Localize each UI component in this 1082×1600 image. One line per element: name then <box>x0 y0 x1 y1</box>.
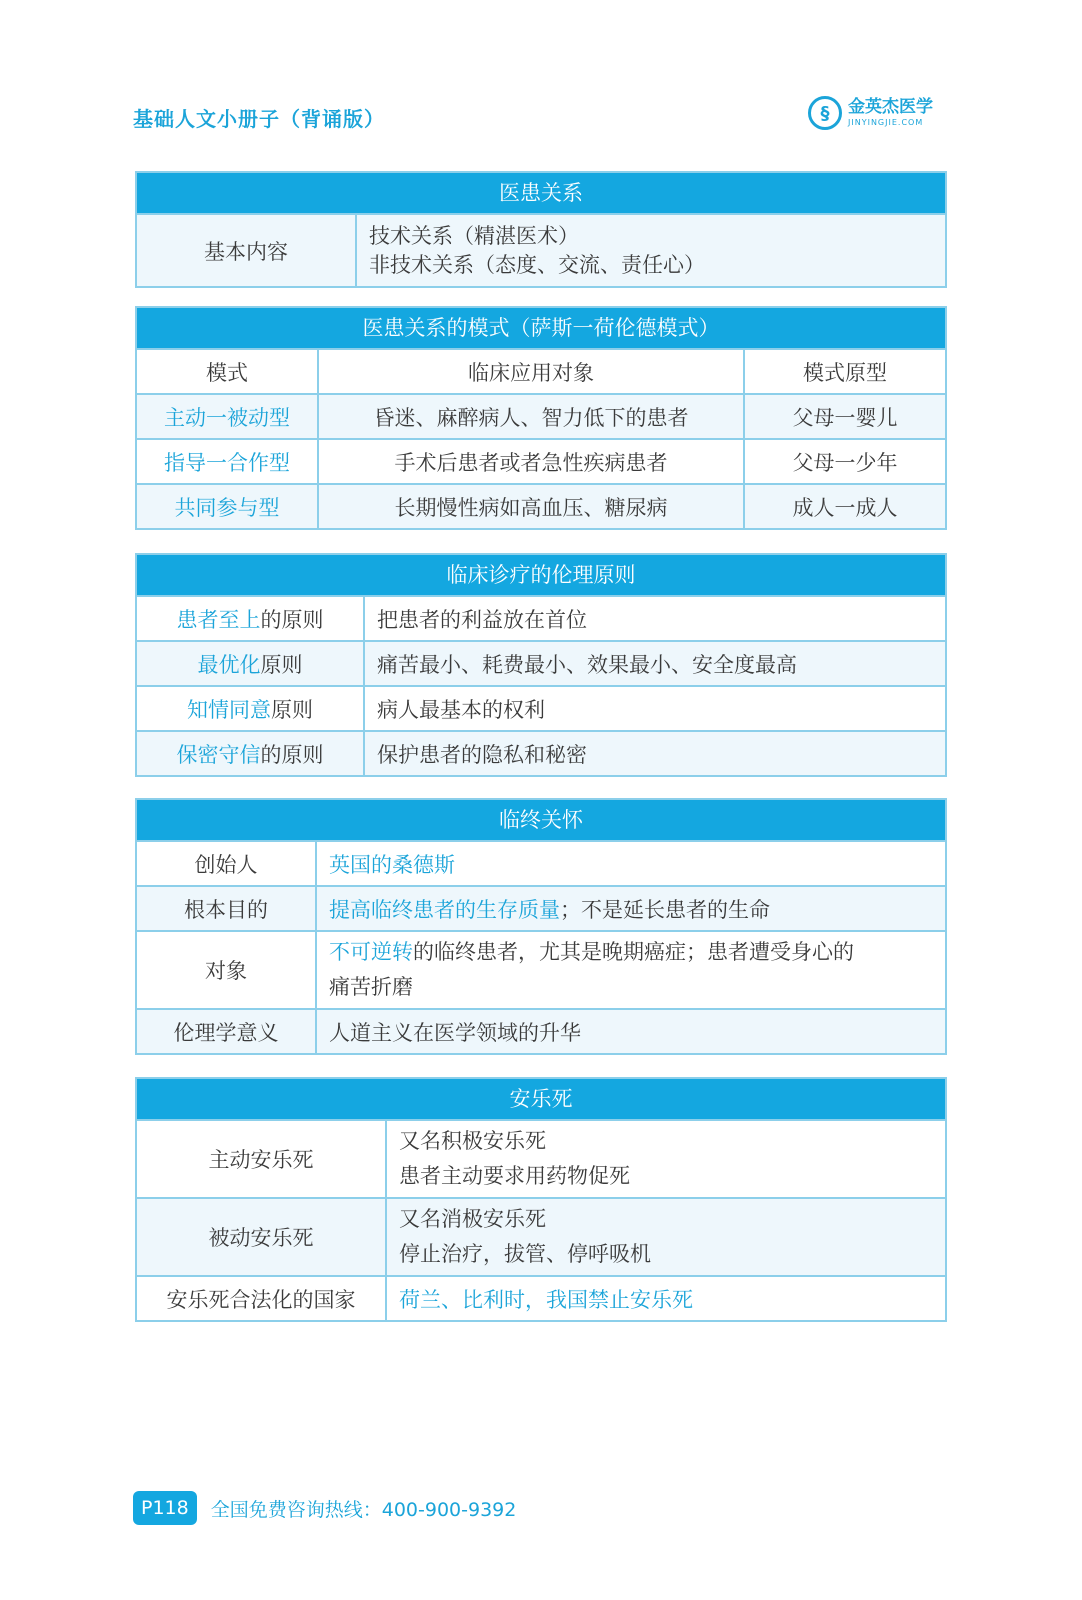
row-content <box>385 1199 945 1275</box>
content-line: 患者主动要求用药物促死 <box>399 1164 630 1188</box>
logo-name: 金英杰医学 <box>848 97 933 117</box>
content-line: 停止治疗，拔管、停呼吸机 <box>399 1242 651 1266</box>
principle-name <box>137 642 363 685</box>
row-label: 根本目的 <box>184 897 268 922</box>
clinical-target: 手术后患者或者急性疾病患者 <box>317 440 743 483</box>
row-label: 对象 <box>205 959 247 983</box>
table-row <box>137 483 945 528</box>
relation-model-table <box>135 306 947 530</box>
table-row <box>137 438 945 483</box>
table-row <box>137 1275 945 1320</box>
target-keyword: 不可逆转 <box>329 940 413 964</box>
model-name: 共同参与型 <box>174 495 280 520</box>
target-value <box>315 932 945 1008</box>
row-label: 安乐死合法化的国家 <box>166 1287 356 1312</box>
column-header: 模式原型 <box>743 350 945 393</box>
row-label: 创始人 <box>194 852 258 877</box>
purpose-rest: ；不是延长患者的生命 <box>560 897 770 922</box>
principle-suffix: 原则 <box>271 697 313 722</box>
table-title: 医患关系的模式（萨斯一荷伦德模式） <box>137 308 945 348</box>
table-row <box>137 885 945 930</box>
purpose-keyword: 提高临终患者的生存质量 <box>329 897 560 922</box>
model-prototype: 父母一少年 <box>743 440 945 483</box>
page-footer <box>133 1491 516 1525</box>
logo-icon: § <box>808 96 842 130</box>
principle-desc: 病人最基本的权利 <box>363 687 945 730</box>
content-line: 非技术关系（态度、交流、责任心） <box>369 252 705 277</box>
principle-name <box>137 597 363 640</box>
model-prototype: 父母一婴儿 <box>743 395 945 438</box>
column-header: 临床应用对象 <box>317 350 743 393</box>
principle-suffix: 原则 <box>260 652 303 677</box>
principle-name <box>137 687 363 730</box>
ethics-meaning-value: 人道主义在医学领域的升华 <box>315 1010 945 1053</box>
clinical-target: 昏迷、麻醉病人、智力低下的患者 <box>317 395 743 438</box>
principle-keyword: 保密守信 <box>176 742 261 767</box>
table-title: 安乐死 <box>137 1079 945 1119</box>
row-label: 被动安乐死 <box>208 1226 314 1250</box>
table-row <box>137 840 945 885</box>
model-name: 主动一被动型 <box>164 405 290 430</box>
brand-logo <box>808 96 933 130</box>
row-label: 基本内容 <box>204 239 288 264</box>
table-row <box>137 1119 945 1197</box>
model-prototype: 成人一成人 <box>743 485 945 528</box>
logo-url: JINYINGJIE.COM <box>848 118 924 127</box>
clinical-target: 长期慢性病如高血压、糖尿病 <box>317 485 743 528</box>
purpose-value <box>315 887 945 930</box>
doctor-patient-relation-table <box>135 171 947 288</box>
row-label: 伦理学意义 <box>173 1020 279 1045</box>
euthanasia-table <box>135 1077 947 1322</box>
row-label: 主动安乐死 <box>208 1148 314 1172</box>
principle-desc: 把患者的利益放在首位 <box>363 597 945 640</box>
target-rest: 的临终患者，尤其是晚期癌症；患者遭受身心的 <box>413 940 854 964</box>
principle-desc: 保护患者的隐私和秘密 <box>363 732 945 775</box>
table-title: 临终关怀 <box>137 800 945 840</box>
table-row <box>137 1008 945 1053</box>
page-number: P118 <box>133 1491 197 1525</box>
principle-keyword: 最优化 <box>197 652 261 677</box>
content-line: 又名积极安乐死 <box>399 1129 546 1153</box>
hotline-text: 全国免费咨询热线：400-900-9392 <box>210 1498 517 1521</box>
founder-value: 英国的桑德斯 <box>315 842 945 885</box>
row-content <box>355 215 945 286</box>
table-row <box>137 1197 945 1275</box>
principle-suffix: 的原则 <box>260 742 324 767</box>
hospice-care-table <box>135 798 947 1055</box>
principle-name <box>137 732 363 775</box>
legal-countries-value: 荷兰、比利时，我国禁止安乐死 <box>385 1277 945 1320</box>
content-line: 技术关系（精湛医术） <box>369 223 579 248</box>
table-row <box>137 640 945 685</box>
model-name: 指导一合作型 <box>164 450 290 475</box>
table-row <box>137 685 945 730</box>
table-header-row <box>137 348 945 393</box>
table-title: 临床诊疗的伦理原则 <box>137 555 945 595</box>
target-rest-line2: 痛苦折磨 <box>329 975 413 999</box>
table-row <box>137 393 945 438</box>
table-row <box>137 730 945 775</box>
principle-suffix: 的原则 <box>260 607 324 632</box>
principle-keyword: 知情同意 <box>187 697 271 722</box>
table-title: 医患关系 <box>137 173 945 213</box>
table-row <box>137 930 945 1008</box>
row-content <box>385 1121 945 1197</box>
table-row <box>137 213 945 286</box>
content-line: 又名消极安乐死 <box>399 1207 546 1231</box>
table-row <box>137 595 945 640</box>
principle-keyword: 患者至上 <box>176 607 261 632</box>
ethics-principles-table <box>135 553 947 777</box>
booklet-title: 基础人文小册子（背诵版） <box>133 107 385 131</box>
principle-desc: 痛苦最小、耗费最小、效果最小、安全度最高 <box>363 642 945 685</box>
column-header: 模式 <box>206 360 248 385</box>
